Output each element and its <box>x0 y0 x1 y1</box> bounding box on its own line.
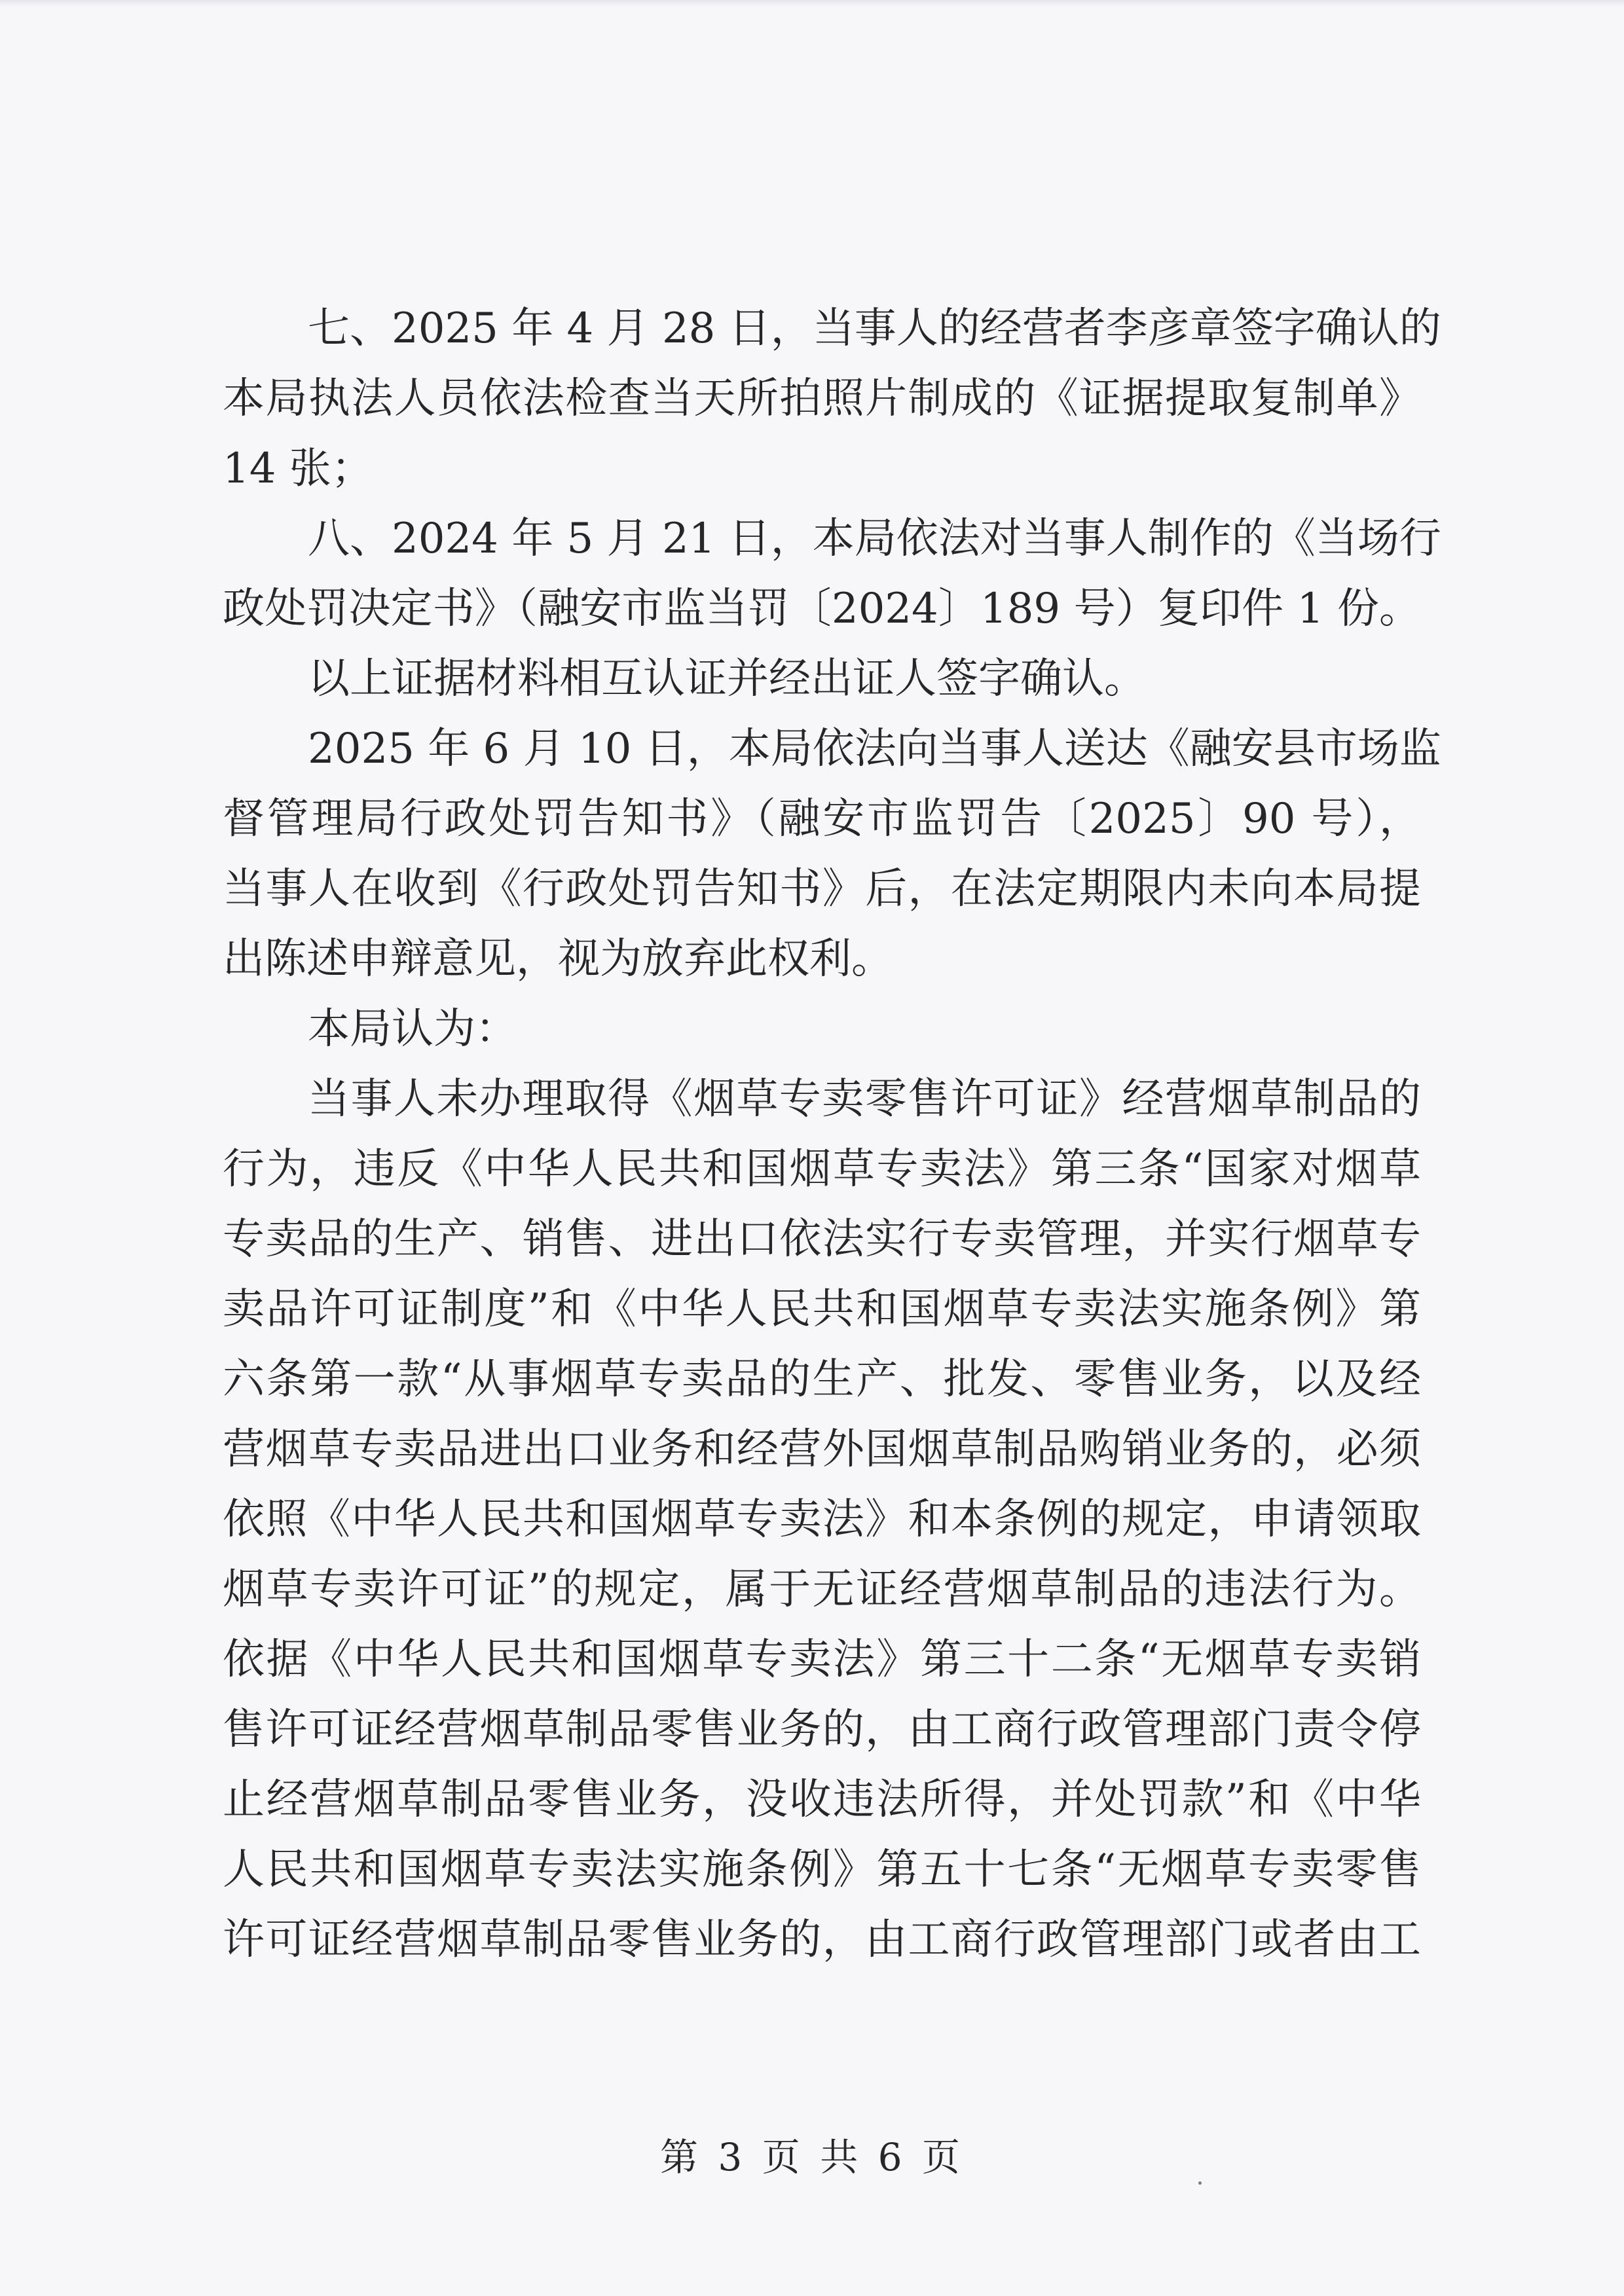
text-line: 本局执法人员依法检查当天所拍照片制成的《证据提取复制单》 <box>223 374 1421 423</box>
text-line: 营烟草专卖品进出口业务和经营外国烟草制品购销业务的，必须 <box>223 1425 1421 1474</box>
text-line: 2025 年 6 月 10 日，本局依法向当事人送达《融安县市场监 <box>308 725 1441 773</box>
scan-edge <box>0 0 1624 7</box>
text-line: 人民共和国烟草专卖法实施条例》第五十七条“无烟草专卖零售 <box>223 1846 1421 1894</box>
text-line: 卖品许可证制度”和《中华人民共和国烟草专卖法实施条例》第 <box>223 1285 1421 1334</box>
text-line: 六条第一款“从事烟草专卖品的生产、批发、零售业务，以及经 <box>223 1355 1421 1404</box>
text-line: 止经营烟草制品零售业务，没收违法所得，并处罚款”和《中华 <box>223 1776 1421 1824</box>
page-number: 第 3 页 共 6 页 <box>660 2135 964 2179</box>
text-line: 依照《中华人民共和国烟草专卖法》和本条例的规定，申请领取 <box>223 1495 1421 1544</box>
text-line: 售许可证经营烟草制品零售业务的，由工商行政管理部门责令停 <box>223 1705 1421 1754</box>
text-line: 依据《中华人民共和国烟草专卖法》第三十二条“无烟草专卖销 <box>223 1635 1421 1684</box>
text-line: 政处罚决定书》（融安市监当罚〔2024〕189 号）复印件 1 份。 <box>223 585 1421 633</box>
scan-speck <box>1198 2181 1202 2185</box>
text-line: 烟草专卖许可证”的规定，属于无证经营烟草制品的违法行为。 <box>223 1565 1421 1614</box>
text-line: 本局认为： <box>308 1005 517 1053</box>
text-line: 以上证据材料相互认证并经出证人签字确认。 <box>308 655 1146 703</box>
text-line: 当事人未办理取得《烟草专卖零售许可证》经营烟草制品的 <box>308 1075 1421 1123</box>
text-line: 七、2025 年 4 月 28 日，当事人的经营者李彦章签字确认的 <box>308 304 1441 353</box>
text-line: 许可证经营烟草制品零售业务的，由工商行政管理部门或者由工 <box>223 1916 1421 1964</box>
text-line: 14 张； <box>223 445 373 493</box>
text-line: 当事人在收到《行政处罚告知书》后，在法定期限内未向本局提 <box>223 865 1421 913</box>
text-line: 专卖品的生产、销售、进出口依法实行专卖管理，并实行烟草专 <box>223 1215 1421 1264</box>
text-line: 督管理局行政处罚告知书》（融安市监罚告〔2025〕90 号）， <box>223 795 1421 843</box>
text-line: 出陈述申辩意见，视为放弃此权利。 <box>223 935 893 983</box>
text-line: 八、2024 年 5 月 21 日，本局依法对当事人制作的《当场行 <box>308 515 1441 563</box>
text-line: 行为，违反《中华人民共和国烟草专卖法》第三条“国家对烟草 <box>223 1145 1421 1194</box>
